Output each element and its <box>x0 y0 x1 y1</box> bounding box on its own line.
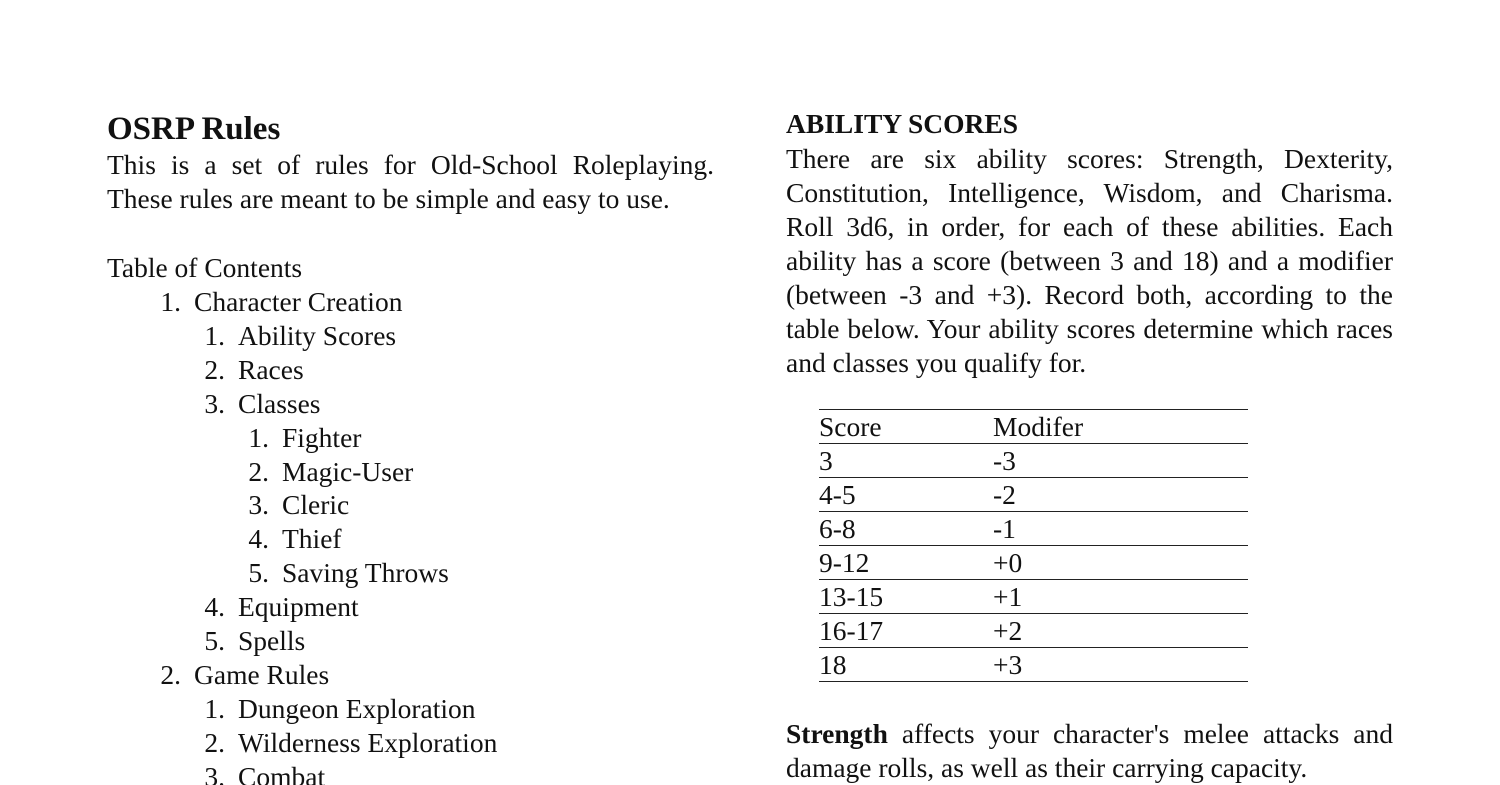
table-row <box>819 444 1248 478</box>
toc-item-number: 2. <box>204 726 225 758</box>
ability-modifier-table <box>819 409 1248 682</box>
table-row <box>819 512 1248 546</box>
score-cell: 13-15 <box>819 580 993 614</box>
score-cell: 3 <box>819 444 993 478</box>
modifier-cell: +2 <box>993 614 1248 648</box>
intro-paragraph <box>107 148 714 216</box>
ability-scores-paragraph: There are six ability scores: Strength, Dexterity, Constitution, Intelligence, Wisdom, and Charisma. Roll 3d6, in order, for each of these abilities. Each ability has a score (between 3 and 18) and a modifier (between -3 and +3). Record both, according to the table below. Your ability scores determine which races and classes you qualify for. <box>786 143 1393 378</box>
toc-item-number: 3. <box>204 387 225 419</box>
toc-item-label: Spells <box>238 625 306 656</box>
toc-item-number: 2. <box>204 353 225 385</box>
toc-item-number: 5. <box>204 625 225 656</box>
toc-item-label: Ability Scores <box>238 319 397 351</box>
toc-item-number: 4. <box>248 523 269 555</box>
toc-item-label: Thief <box>282 523 342 555</box>
modifier-cell: +3 <box>993 648 1248 682</box>
toc-item-label: Races <box>238 353 304 385</box>
table-body <box>819 444 1248 682</box>
modifier-cell: +0 <box>993 546 1248 580</box>
toc-item-label: Game Rules <box>194 658 330 690</box>
toc-item-number: 3. <box>204 760 225 785</box>
toc-item-label: Equipment <box>238 591 359 623</box>
column-header-modifier: Modifer <box>993 410 1248 444</box>
toc-item-label: Character Creation <box>194 286 403 317</box>
strength-term: Strength <box>786 718 888 749</box>
toc-item-number: 2. <box>160 658 181 690</box>
modifier-cell: -1 <box>993 512 1248 546</box>
toc-item-label: Magic-User <box>282 455 414 487</box>
score-cell: 4-5 <box>819 478 993 512</box>
toc-item-number: 1. <box>248 421 269 453</box>
modifier-cell: +1 <box>993 580 1248 614</box>
strength-description: affects your character's melee attacks and damage rolls, as well as their carrying capacity. <box>786 718 1393 783</box>
toc-item-label: Wilderness Exploration <box>238 726 498 758</box>
column-header-score: Score <box>819 410 993 444</box>
toc-item-number: 3. <box>248 489 269 521</box>
table-header-row <box>819 410 1248 444</box>
toc-item-label: Saving Throws <box>282 557 449 589</box>
table-row <box>819 614 1248 648</box>
toc-item-label: Fighter <box>282 421 362 453</box>
toc-item-number: 5. <box>248 557 269 589</box>
toc-heading: Table of Contents <box>107 252 303 283</box>
toc-item-label: Cleric <box>282 489 350 521</box>
intro-line-2: These rules are meant to be simple and easy to use. <box>107 183 670 214</box>
table-row <box>819 648 1248 682</box>
section-heading: ABILITY SCORES <box>786 108 1019 139</box>
toc-item-number: 1. <box>204 319 225 351</box>
toc-item-number: 4. <box>204 591 225 623</box>
score-cell: 16-17 <box>819 614 993 648</box>
document-title: OSRP Rules <box>107 111 281 147</box>
strength-paragraph <box>786 717 1393 785</box>
intro-line-1: This is a set of rules for Old-School Roleplaying. <box>107 149 714 180</box>
table-row <box>819 546 1248 580</box>
modifier-cell: -2 <box>993 478 1248 512</box>
score-cell: 18 <box>819 648 993 682</box>
toc-item-label: Classes <box>238 387 321 419</box>
table-row <box>819 580 1248 614</box>
score-cell: 9-12 <box>819 546 993 580</box>
score-cell: 6-8 <box>819 512 993 546</box>
toc-item-number: 1. <box>160 286 181 317</box>
toc-item-number: 2. <box>248 455 269 487</box>
modifier-cell: -3 <box>993 444 1248 478</box>
toc-item-number: 1. <box>204 692 225 724</box>
table-row <box>819 478 1248 512</box>
toc-item-label: Combat <box>238 760 326 785</box>
toc-item-label: Dungeon Exploration <box>238 692 476 724</box>
